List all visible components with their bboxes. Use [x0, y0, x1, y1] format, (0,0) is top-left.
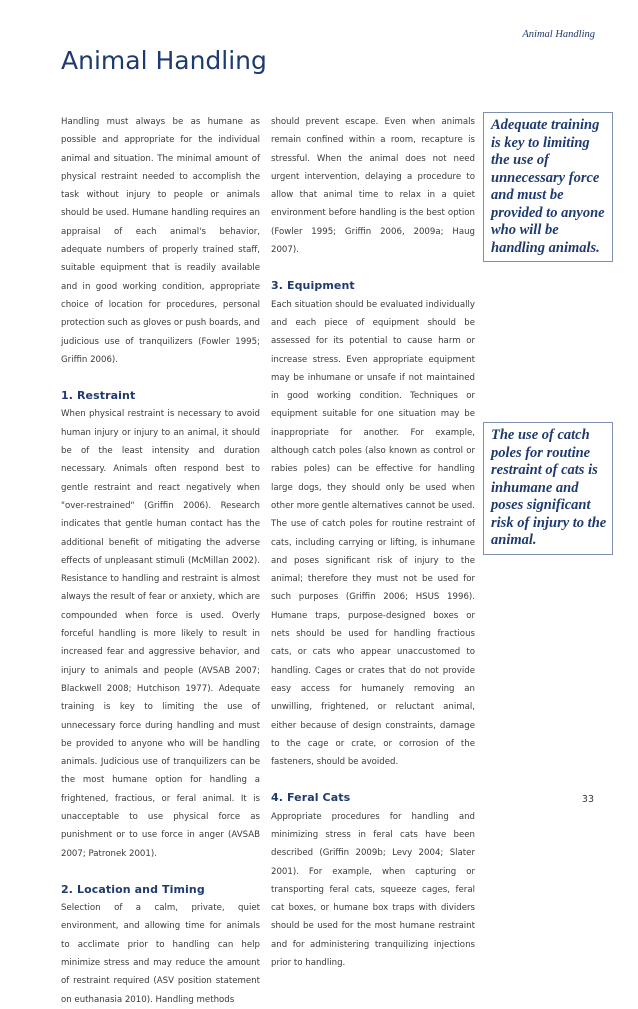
pull-quote-catch-poles: The use of catch poles for routine restraint of cats is inhumane and poses significant risk of injury to the animal.: [483, 422, 613, 555]
page-title: Animal Handling: [61, 46, 267, 75]
location-timing-heading: 2. Location and Timing: [61, 882, 205, 896]
middle-column: [271, 113, 475, 972]
continued-paragraph: should prevent escape. Even when animals remain confined within a room, recapture is stressful. When the animal does not need urgent intervention, delaying a procedure to allow that animal time to relax in a quiet environment before handling is the best option (Fowler 1995; Griffin 2006, 2009a; Haug 2007).: [271, 117, 475, 256]
intro-paragraph: Handling must always be as humane as possible and appropriate for the individual animal and situation. The minimal amount of physical restraint needed to accomplish the task without injury to people or animals should be used. Humane handling requires an appraisal of each animal's behavior, adequate numbers of properly trained staff, suitable equipment that is readily available and in good working condition, appropriate choice of location for procedures, personal protection such as gloves or push boards, and judicious use of tranquilizers (Fowler 1995; Griffin 2006).: [61, 117, 260, 365]
feral-cats-heading: 4. Feral Cats: [271, 791, 351, 805]
running-header: Animal Handling: [522, 29, 595, 40]
pull-quote-training: Adequate training is key to limiting the use of unnecessary force and must be provided to anyone who will be handling animals.: [483, 112, 613, 262]
page-number: 33: [581, 794, 594, 805]
equipment-paragraph: Each situation should be evaluated individually and each piece of equipment should be assessed for its potential to cause harm or increase stress. Even appropriate equipment may be inhumane or unsafe if not maintained in good working condition. Techniques or equipment suitable for one situation may be inappropriate for another. For example, although catch poles (also known as control or rabies poles) can be effective for handling large dogs, they should only be used when other more gentle alternatives cannot be used. The use of catch poles for routine restraint of cats, including carrying or lifting, is inhumane and poses significant risk of injury to the animal; therefore they must not be used for such purposes (Griffin 2006; HSUS 1996). Humane traps, purpose-designed boxes or nets should be used for handling fractious cats, or cats who appear unaccustomed to handling. Cages or crates that do not provide easy access for humanely removing an unwilling, frightened, or reluctant animal, either because of design constraints, damage to the cage or crate, or corrosion of the fasteners, should be avoided.: [271, 299, 475, 768]
restraint-heading: 1. Restraint: [61, 389, 136, 403]
equipment-heading: 3. Equipment: [271, 279, 355, 293]
location-timing-paragraph: Selection of a calm, private, quiet environment, and allowing time for animals to acclimate prior to handling can help minimize stress and may reduce the amount of restraint required (ASV position statement on euthanasia 2010). Handling methods: [61, 903, 260, 1005]
feral-cats-paragraph: Appropriate procedures for handling and minimizing stress in feral cats have been described (Griffin 2009b; Levy 2004; Slater 2001). For example, when capturing or transporting feral cats, squeeze cages, feral cat boxes, or humane box traps with dividers should be used for the most humane restraint and for administering tranquilizing injections prior to handling.: [271, 811, 475, 969]
restraint-paragraph: When physical restraint is necessary to avoid human injury or injury to an animal, it should be of the least intensity and duration necessary. Animals often respond best to gentle restraint and react negatively when "over-restrained" (Griffin 2006). Research indicates that gentle human contact has the additional benefit of mitigating the adverse effects of unpleasant stimuli (McMillan 2002). Resistance to handling and restraint is almost always the result of fear or anxiety, which are compounded when force is used. Overly forceful handling is more likely to result in increased fear and aggressive behavior, and injury to animals and people (AVSAB 2007; Blackwell 2008; Hutchison 1977). Adequate training is key to limiting the use of unnecessary force during handling and must be provided to anyone who will be handling animals. Judicious use of tranquilizers can be the most humane option for handling a frightened, fractious, or feral animal. It is unacceptable to use physical force as punishment or to use force in anger (AVSAB 2007; Patronek 2001).: [61, 409, 260, 859]
left-column: [61, 113, 260, 1009]
